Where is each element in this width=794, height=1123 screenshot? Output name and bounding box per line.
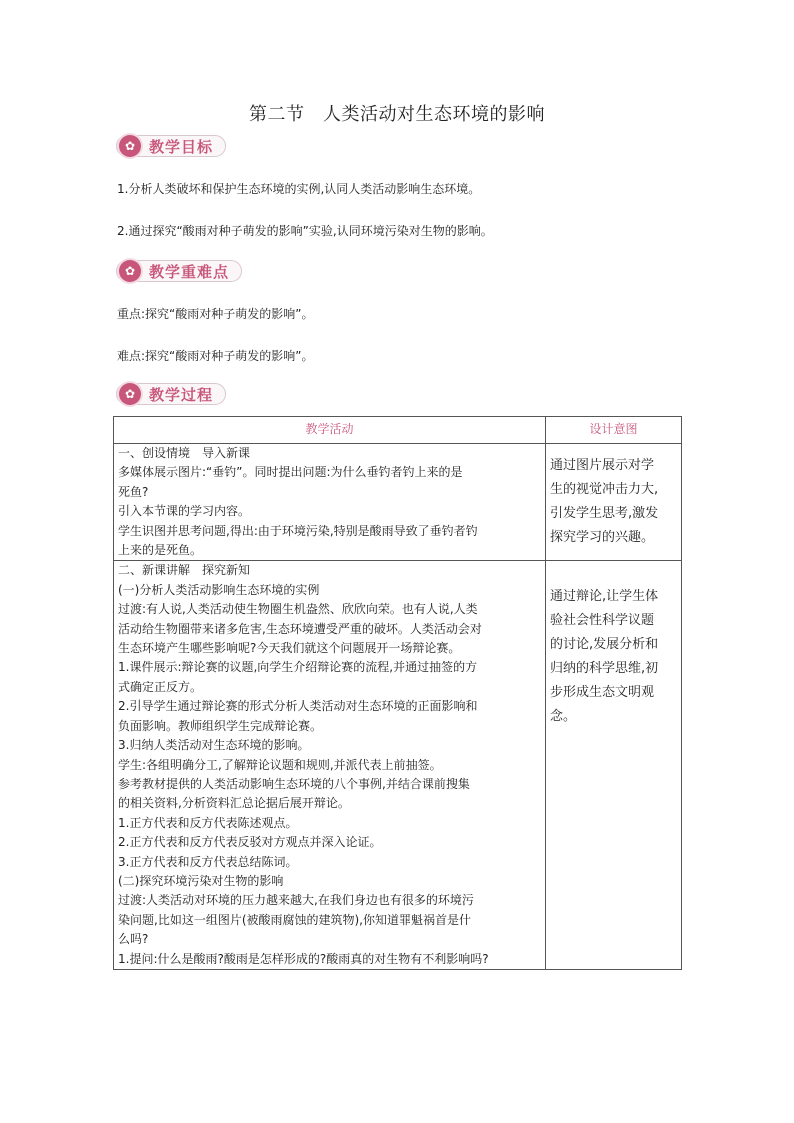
text-line: 引入本节课的学习内容。 bbox=[118, 504, 251, 519]
activity-cell bbox=[114, 561, 546, 970]
lotus-icon: ✿ bbox=[119, 383, 141, 405]
table-row bbox=[114, 561, 682, 970]
text-line: 活动给生物圈带来诸多危害,生态环境遭受严重的破坏。人类活动会对 bbox=[118, 621, 482, 636]
section-title-keypoints: 教学重难点 bbox=[149, 262, 230, 281]
text-line: 念。 bbox=[550, 709, 577, 725]
text-line: 染问题,比如这一组图片(被酸雨腐蚀的建筑物),你知道罪魁祸首是什 bbox=[118, 912, 471, 927]
text-line: 二、新课讲解 探究新知 bbox=[118, 563, 251, 578]
text-line: 一、创设情境 导入新课 bbox=[118, 446, 251, 460]
intent-cell bbox=[546, 444, 682, 561]
goal-2: 2.通过探究“酸雨对种子萌发的影响”实验,认同环境污染对生物的影响。 bbox=[117, 224, 493, 238]
text-line: 负面影响。教师组织学生完成辩论赛。 bbox=[118, 718, 323, 733]
text-line: 生态环境产生哪些影响呢?今天我们就这个问题展开一场辩论赛。 bbox=[118, 641, 461, 656]
text-line: 1.提问:什么是酸雨?酸雨是怎样形成的?酸雨真的对生物有不利影响吗? bbox=[118, 951, 489, 966]
text-line: 参考教材提供的人类活动影响生态环境的八个事例,并结合课前搜集 bbox=[118, 776, 470, 791]
text-line: 1.正方代表和反方代表陈述观点。 bbox=[118, 815, 298, 830]
text-line: (二)探究环境污染对生物的影响 bbox=[118, 873, 284, 888]
lesson-table bbox=[113, 416, 682, 970]
text-line: 步形成生态文明观 bbox=[550, 685, 655, 701]
text-line: 的讨论,发展分析和 bbox=[550, 637, 659, 653]
section-badge-process bbox=[116, 383, 226, 405]
text-line: 生的视觉冲击力大, bbox=[550, 482, 659, 497]
text-line: (一)分析人类活动影响生态环境的实例 bbox=[118, 582, 320, 597]
text-line: 验社会性科学议题 bbox=[550, 613, 655, 629]
section-title-goals: 教学目标 bbox=[149, 137, 214, 156]
page-title: 第二节 人类活动对生态环境的影响 bbox=[249, 104, 545, 125]
section-title-process: 教学过程 bbox=[149, 385, 214, 404]
text-line: 上来的是死鱼。 bbox=[118, 543, 203, 558]
section-badge-keypoints bbox=[116, 260, 242, 282]
text-line: 过渡:有人说,人类活动使生物圈生机盎然、欣欣向荣。也有人说,人类 bbox=[118, 602, 478, 617]
text-line: 死鱼? bbox=[118, 484, 149, 499]
text-line: 学生:各组明确分工,了解辩论议题和规则,并派代表上前抽签。 bbox=[118, 757, 442, 772]
text-line: 么吗? bbox=[118, 932, 149, 947]
goal-1: 1.分析人类破坏和保护生态环境的实例,认同人类活动影响生态环境。 bbox=[117, 182, 481, 196]
header-activity: 教学活动 bbox=[114, 417, 546, 444]
intent-cell bbox=[546, 561, 682, 970]
text-line: 3.归纳人类活动对生态环境的影响。 bbox=[118, 738, 310, 753]
text-line: 通过图片展示对学 bbox=[550, 458, 655, 473]
lotus-icon: ✿ bbox=[119, 135, 141, 157]
text-line: 2.引导学生通过辩论赛的形式分析人类活动对生态环境的正面影响和 bbox=[118, 699, 478, 714]
header-intent: 设计意图 bbox=[546, 417, 682, 444]
text-line: 学生识图并思考问题,得出:由于环境污染,特别是酸雨导致了垂钓者钓 bbox=[118, 523, 478, 538]
text-line: 2.正方代表和反方代表反驳对方观点并深入论证。 bbox=[118, 835, 382, 850]
text-line: 归纳的科学思维,初 bbox=[550, 661, 659, 677]
activity-cell bbox=[114, 444, 546, 561]
text-line: 1.课件展示:辩论赛的议题,向学生介绍辩论赛的流程,并通过抽签的方 bbox=[118, 660, 478, 675]
table-row bbox=[114, 444, 682, 561]
text-line: 多媒体展示图片:“垂钓”。同时提出问题:为什么垂钓者钓上来的是 bbox=[118, 465, 463, 480]
text-line: 引发学生思考,激发 bbox=[550, 506, 659, 521]
section-badge-goals bbox=[116, 135, 226, 157]
text-line: 探究学习的兴趣。 bbox=[550, 530, 655, 545]
text-line: 3.正方代表和反方代表总结陈词。 bbox=[118, 854, 298, 869]
text-line: 通过辩论,让学生体 bbox=[550, 589, 659, 605]
keypoint-difficult: 难点:探究“酸雨对种子萌发的影响”。 bbox=[117, 349, 314, 363]
text-line: 的相关资料,分析资料汇总论据后展开辩论。 bbox=[118, 796, 350, 811]
keypoint-important: 重点:探究“酸雨对种子萌发的影响”。 bbox=[117, 307, 314, 321]
text-line: 过渡:人类活动对环境的压力越来越大,在我们身边也有很多的环境污 bbox=[118, 893, 474, 908]
lotus-icon: ✿ bbox=[119, 260, 141, 282]
text-line: 式确定正反方。 bbox=[118, 679, 203, 694]
